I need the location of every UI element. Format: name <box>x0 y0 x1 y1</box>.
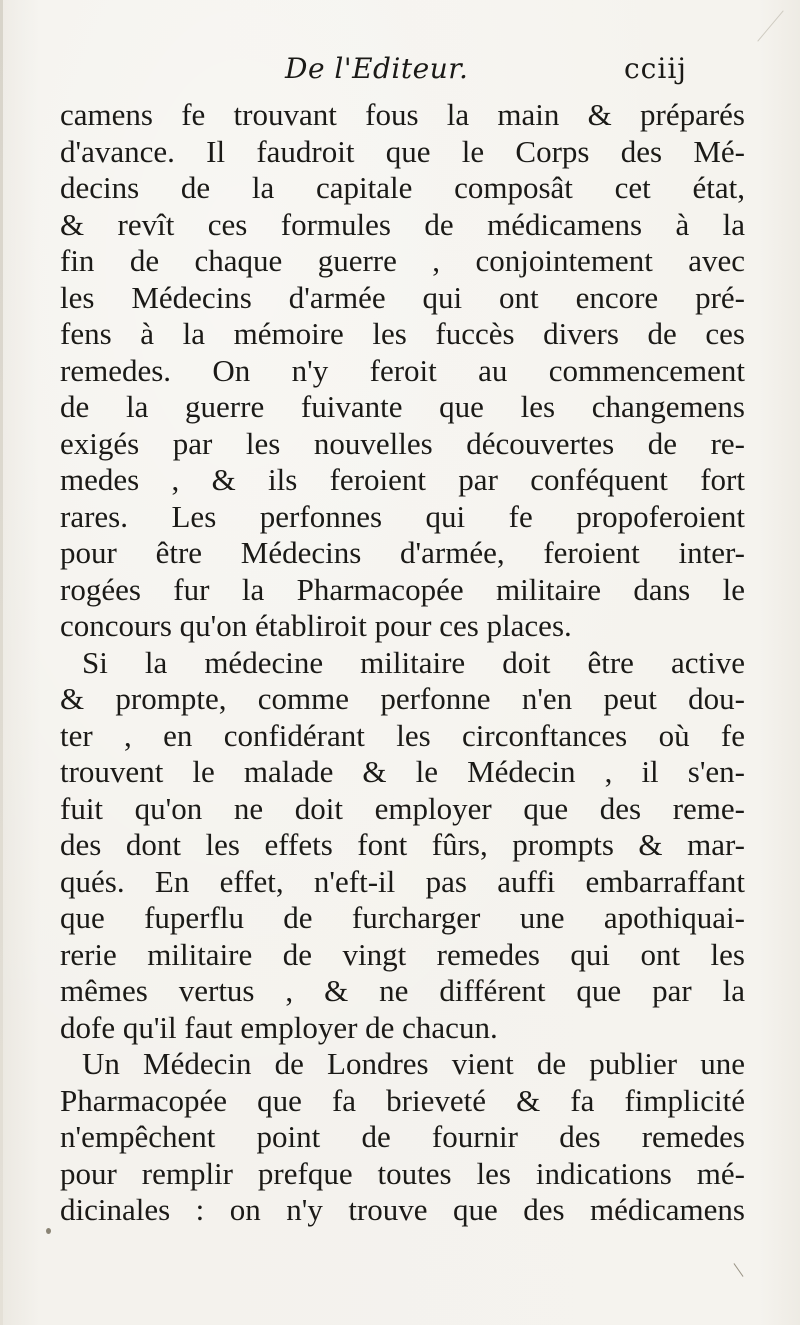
ink-spot <box>46 1228 51 1234</box>
paragraph-end-line: dofe qu'il faut employer de chacun. <box>60 1009 498 1045</box>
text-line: exigés par les nouvelles découvertes de re- <box>60 425 745 461</box>
running-head-title: De l'Editeur. <box>285 52 469 85</box>
text-line: fens à la mémoire les fuccès divers de ces <box>60 316 745 351</box>
text-line: fuit qu'on ne doit employer que des reme- <box>60 790 745 826</box>
text-line: d'avance. Il faudroit que le Corps des Mé- <box>60 133 745 169</box>
text-line: rogées fur la Pharmacopée militaire dans le <box>60 571 745 607</box>
text-line: & prompte, comme perfonne n'en peut dou- <box>60 681 745 716</box>
text-line: camens fe trouvant fous la main & préparés <box>60 97 745 132</box>
body-text <box>60 97 745 1229</box>
text-line: medes , & ils feroient par conféquent fort <box>60 462 745 497</box>
text-line: dicinales : on n'y trouve que des médicamens <box>60 1192 745 1227</box>
text-line: que fuperflu de furcharger une apothiquai- <box>60 900 745 935</box>
paragraph-start-line: Si la médecine militaire doit être active <box>82 644 745 680</box>
paragraph-start-line: Un Médecin de Londres vient de publier une <box>82 1046 745 1081</box>
text-line: pour être Médecins d'armée, feroient inter- <box>60 535 745 570</box>
text-line: pour remplir prefque toutes les indications mé- <box>60 1155 745 1191</box>
paragraph-end-line: concours qu'on établiroit pour ces places. <box>60 608 572 643</box>
page-gutter <box>0 0 3 1325</box>
text-line: remedes. On n'y feroit au commencement <box>60 352 745 388</box>
text-line: rerie militaire de vingt remedes qui ont les <box>60 936 745 972</box>
text-line: & revît ces formules de médicamens à la <box>60 206 745 242</box>
text-line: fin de chaque guerre , conjointement avec <box>60 243 745 278</box>
paper-mark <box>734 1263 744 1277</box>
page-number: cciij <box>624 52 687 85</box>
text-line: decins de la capitale composât cet état, <box>60 170 745 205</box>
running-head <box>0 52 800 92</box>
paper-crease <box>757 10 783 41</box>
text-line: des dont les effets font fûrs, prompts & mar- <box>60 827 745 862</box>
text-line: n'empêchent point de fournir des remedes <box>60 1119 745 1154</box>
text-line: les Médecins d'armée qui ont encore pré- <box>60 279 745 315</box>
text-line: de la guerre fuivante que les changemens <box>60 389 745 424</box>
text-line: ter , en confidérant les circonftances où fe <box>60 717 745 753</box>
text-line: rares. Les perfonnes qui fe propoferoient <box>60 498 745 534</box>
text-line: mêmes vertus , & ne différent que par la <box>60 973 745 1008</box>
text-line: trouvent le malade & le Médecin , il s'en- <box>60 754 745 789</box>
text-line: qués. En effet, n'eft-il pas auffi embarraffant <box>60 863 745 899</box>
text-line: Pharmacopée que fa brieveté & fa fimplicité <box>60 1082 745 1118</box>
